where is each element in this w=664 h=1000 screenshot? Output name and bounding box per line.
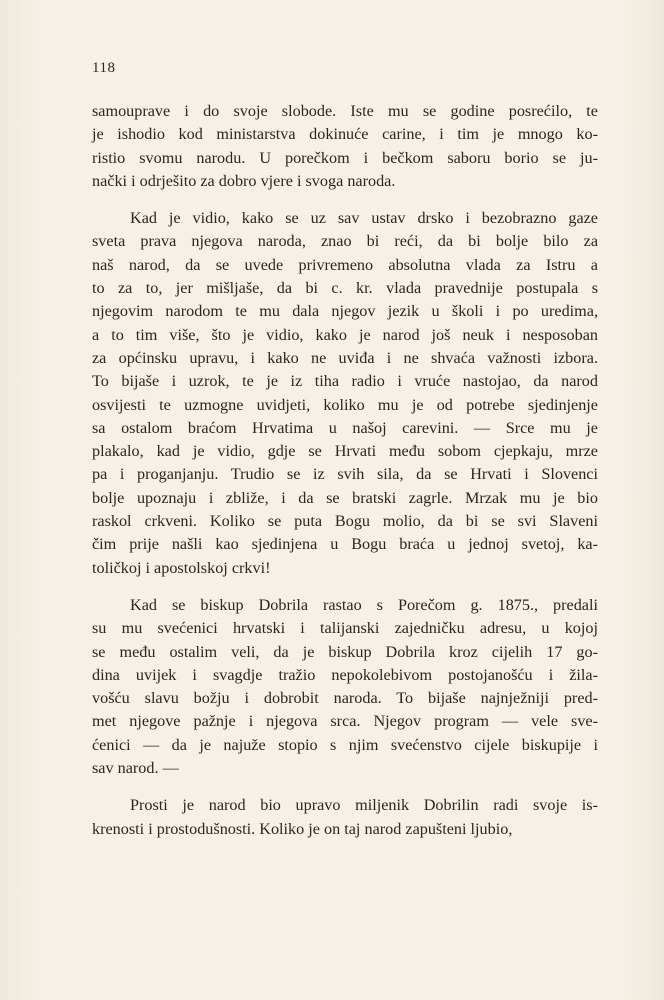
text-line: Kad se biskup Dobrila rastao s Porečom g. 1875., predali (130, 595, 598, 614)
text-line: dina uvijek i svagdje tražio nepokolebivom postojanošću i žila- (92, 665, 598, 684)
text-line: toličkoj i apostolskoj crkvi! (92, 558, 271, 577)
text-line: vošću slavu božju i dobrobit naroda. To bijaše najnježniji pred- (92, 689, 598, 708)
paragraph (92, 794, 598, 841)
page-number: 118 (92, 60, 116, 76)
text-line: su mu svećenici hrvatski i talijanski zajedničku adresu, u kojoj (92, 619, 598, 638)
text-line: raskol crkveni. Koliko se puta Bogu molio, da bi se svi Slaveni (92, 512, 598, 531)
text-line: nački i odrješito za dobro vjere i svoga naroda. (92, 171, 396, 190)
text-line: met njegove pažnje i njegova srca. Njegov program — vele sve- (92, 712, 598, 731)
paragraph (92, 594, 598, 780)
text-line: njegovim narodom te mu dala njegov jezik u školi i po uredima, (92, 302, 598, 321)
paragraph (92, 100, 598, 193)
text-line: krenosti i prostodušnosti. Koliko je on taj narod zapušteni ljubio, (92, 819, 513, 838)
text-line: sveta prava njegova naroda, znao bi reći, da bi bolje bilo za (92, 232, 598, 251)
text-line: to za to, jer mišljaše, da bi c. kr. vlada pravednije postupala s (92, 279, 598, 298)
text-line: naš narod, da se uvede privremeno absolutna vlada za Istru a (92, 255, 598, 274)
text-line: To bijaše i uzrok, te je iz tiha radio i vruće nastojao, da narod (92, 372, 598, 391)
text-line: samouprave i do svoje slobode. Iste mu se godine posrećilo, te (92, 102, 598, 120)
text-line: je ishodio kod ministarstva dokinuće carine, i tim je mnogo ko- (92, 125, 598, 144)
paragraph (92, 207, 598, 580)
text-line: sav narod. — (92, 759, 179, 778)
text-line: sa ostalom braćom Hrvatima u našoj carevini. — Srce mu je (92, 418, 598, 437)
text-line: plakalo, kad je vidio, gdje se Hrvati među sobom cjepkaju, mrze (92, 442, 598, 461)
text-line: Prosti je narod bio upravo miljenik Dobrilin radi svoje is- (130, 796, 598, 815)
text-line: čim prije našli kao sjedinjena u Bogu braća u jednoj svetoj, ka- (92, 535, 598, 554)
text-line: ćenici — da je najuže stopio s njim svećenstvo cijele biskupije i (92, 735, 598, 754)
text-line: se među ostalim veli, da je biskup Dobrila kroz cijelih 17 go- (92, 642, 598, 661)
text-line: a to tim više, što je vidio, kako je narod još neuk i nesposoban (92, 325, 598, 344)
text-line: za općinsku upravu, i kako ne uviđa i ne shvaća važnosti izbora. (92, 348, 598, 367)
text-line: pa i proganjanju. Trudio se iz svih sila, da se Hrvati i Slovenci (92, 465, 598, 484)
text-line: osvijesti te uzmogne uvidjeti, koliko mu je od potrebe sjedinjenje (92, 395, 598, 414)
body-text (92, 100, 598, 855)
text-line: bolje upoznaju i zbliže, i da se bratski zagrle. Mrzak mu je bio (92, 488, 598, 507)
text-line: Kad je vidio, kako se uz sav ustav drsko i bezobrazno gaze (130, 209, 598, 228)
text-line: ristio svomu narodu. U porečkom i bečkom saboru borio se ju- (92, 148, 598, 167)
